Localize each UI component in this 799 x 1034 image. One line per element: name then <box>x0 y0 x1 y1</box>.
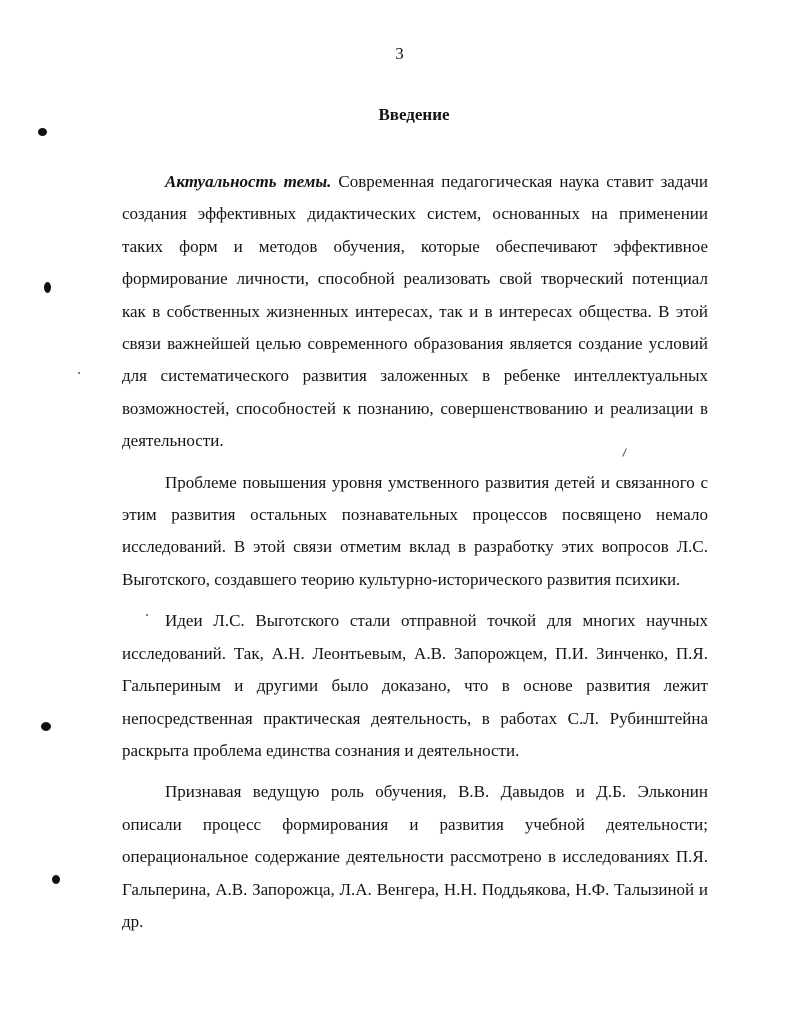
section-heading: Введение <box>378 105 450 124</box>
scan-mark <box>52 875 60 884</box>
scan-mark <box>44 282 51 293</box>
paragraph <box>122 467 708 597</box>
scan-mark <box>41 722 51 731</box>
paragraph-text: Современная педагогическая наука ставит задачи создания эффективных дидактических систем, основанных на применении таких форм и методов обучения, которые обеспечивают эффективное формирование личности, способной реализовать свой творческий потенциал как в собственных жизненных интересах, так и в интересах общества. В этой связи важнейшей целью современного образования является создание условий для систематического развития заложенных в ребенке интеллектуальных возможностей, способностей к познанию, совершенствованию и реализации в деятельности. <box>122 172 708 451</box>
scan-speck <box>78 372 80 374</box>
paragraph <box>122 776 708 938</box>
paragraph-text: Проблеме повышения уровня умственного развития детей и связанного с этим развития остальных познавательных процессов посвящено немало исследований. В этой связи отметим вклад в разработку этих вопросов Л.С. Выготского, создавшего теорию культурно-исторического развития психики. <box>122 472 708 589</box>
page-number: 3 <box>395 44 404 63</box>
paragraph-text: Признавая ведущую роль обучения, В.В. Давыдов и Д.Б. Эльконин описали процесс формирования и развития учебной деятельности; операциональное содержание деятельности рассмотрено в исследованиях П.Я. Гальперина, А.В. Запорожца, Л.А. Венгера, Н.Н. Поддьякова, Н.Ф. Талызиной и др. <box>122 782 708 931</box>
paragraph-relevance <box>122 166 708 458</box>
paragraph-lead: Актуальность темы. <box>165 172 332 191</box>
paragraph-text: Идеи Л.С. Выготского стали отправной точкой для многих научных исследований. Так, А.Н. Леонтьевым, А.В. Запорожцем, П.И. Зинченко, П.Я. Гальпериным и другими было доказано, что в основе развития лежит непосредственная практическая деятельность, в работах С.Л. Рубинштейна раскрыта проблема единства сознания и деятельности. <box>122 611 708 760</box>
body-text <box>122 166 708 947</box>
paragraph <box>122 605 708 767</box>
scan-mark <box>38 128 47 136</box>
